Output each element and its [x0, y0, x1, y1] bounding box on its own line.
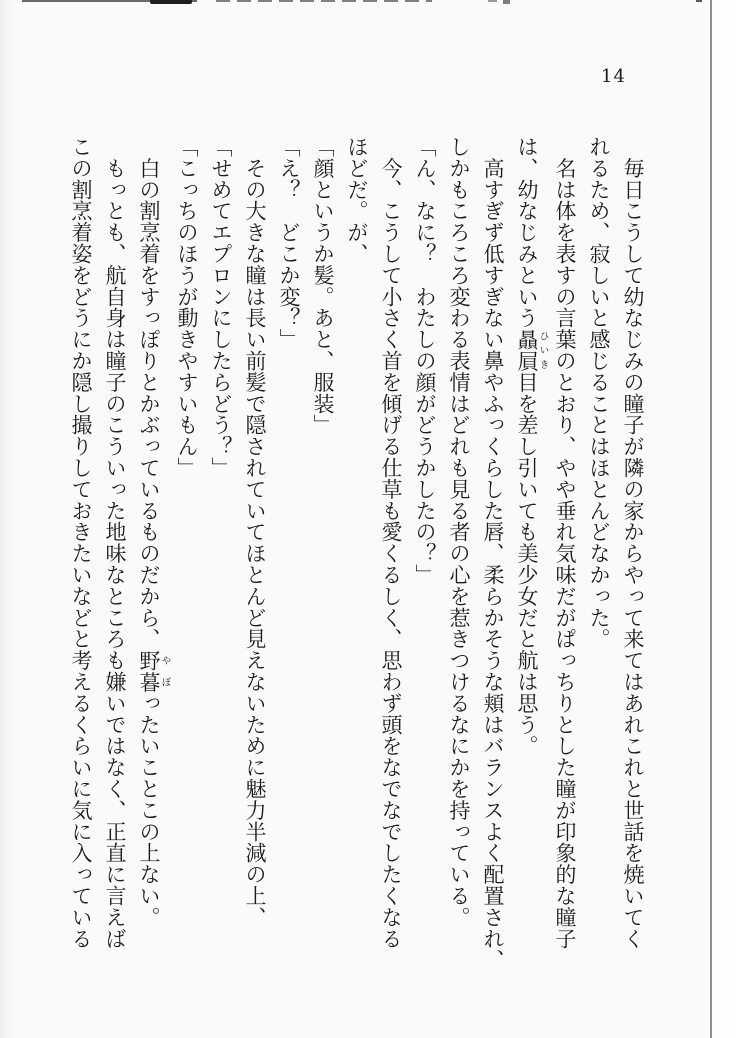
- text-line: 高すぎず低すぎない鼻やふっくらした唇、柔らかそうな頬はバランスよく配置され、: [481, 136, 505, 971]
- body-text: [64, 136, 650, 986]
- text-line: 白の割烹着をすっぽりとかぶっているものだから、野暮やぼったいことこの上ない。: [137, 136, 171, 928]
- text-line: 毎日こうして幼なじみの瞳子が隣の家からやって来てはあれこれと世話を焼いてく: [621, 136, 645, 950]
- text-line: 「顔というか髪。あと、服装」: [311, 136, 335, 436]
- text-line: 「せめてエプロンにしたらどう？」: [209, 136, 233, 479]
- text-line: 「こっちのほうが動きやすいもん」: [175, 136, 199, 479]
- text-line: この割烹着姿をどうにか隠し撮りしておきたいなどと考えるくらいに気に入っている: [69, 136, 93, 950]
- page-number: 14: [601, 66, 626, 87]
- scan-artifact-dashes: [216, 0, 432, 2]
- text-line: れるため、寂しいと感じることはほとんどなかった。: [587, 136, 611, 650]
- text-line: その大きな瞳は長い前髪で隠されていてほとんど見えないために魅力半減の上、: [243, 136, 267, 928]
- text-line: もっとも、航自身は瞳子のこういった地味なところも嫌いではなく、正直に言えば: [103, 136, 127, 950]
- text-line: 「え？ どこか変？」: [277, 136, 301, 350]
- scan-artifact-dot: [696, 0, 702, 2]
- page-gutter-shade: [0, 0, 14, 1038]
- text-line: 「ん、なに？ わたしの顔がどうかしたの？」: [413, 136, 437, 586]
- scan-artifact-plus-mark: [503, 0, 510, 4]
- page-edge-line: [710, 0, 712, 1038]
- text-line: しかもころころ変わる表情はどれも見る者の心を惹きつけるなにかを持っている。: [447, 136, 471, 928]
- text-line: ほどだ。が、: [345, 136, 369, 265]
- text-line: 今、こうして小さく首を傾げる仕草も愛くるしく、思わず頭をなでなでしたくなる: [379, 136, 403, 950]
- text-line: 名は体を表すの言葉のとおり、やや垂れ気味だがぱっちりとした瞳が印象的な瞳子: [553, 136, 577, 950]
- page-right-margin: [712, 0, 736, 1038]
- ruby-annotated-word: 野暮やぼ: [137, 649, 171, 693]
- scan-artifact-mark: [488, 0, 497, 2]
- ruby-annotated-word: 贔屓ひいき: [515, 328, 549, 372]
- text-line: は、幼なじみという贔屓ひいき目を差し引いても美少女だと航は思う。: [515, 136, 549, 757]
- scan-artifact-blob: [150, 0, 192, 4]
